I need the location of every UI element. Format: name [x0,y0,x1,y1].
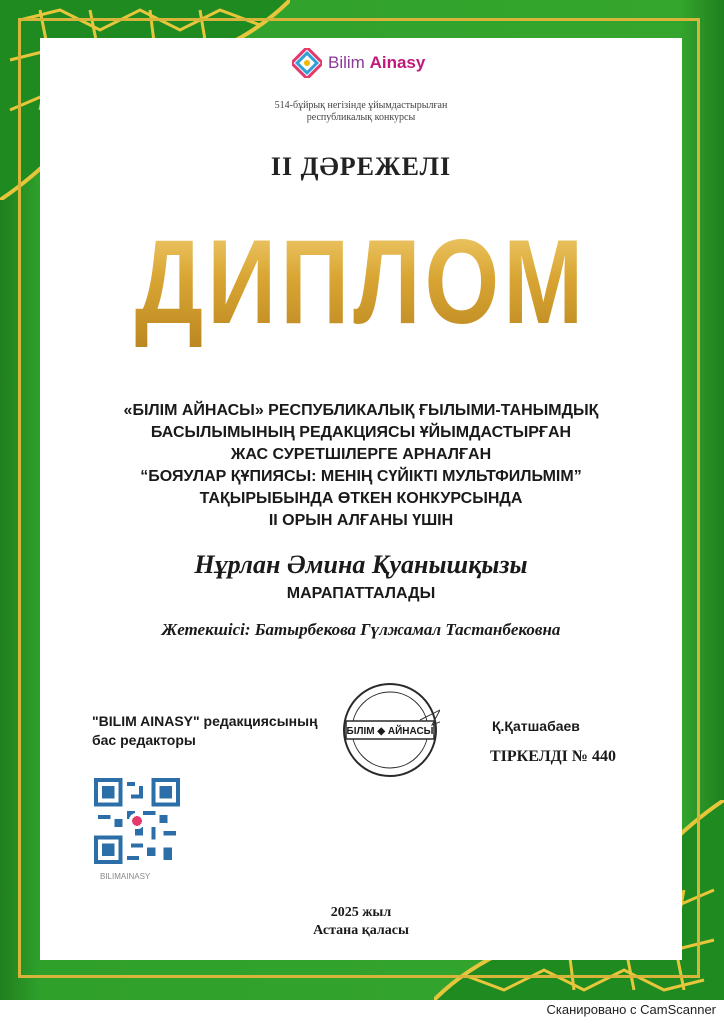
body-line2: БАСЫЛЫМЫНЫҢ РЕДАКЦИЯСЫ ҰЙЫМДАСТЫРҒАН [150,424,572,441]
recipient-name: Нұрлан Әмина Қуанышқызы [194,550,528,579]
body-line1: «БІЛІМ АЙНАСЫ» РЕСПУБЛИКАЛЫҚ ҒЫЛЫМИ-ТАНЫМДЫҚ [123,402,599,419]
brand-logo [292,48,425,78]
subtitle [40,100,682,124]
diplom-title: ДИПЛОМ [135,214,587,352]
qr-code[interactable] [94,778,180,864]
subtitle-line2: республикалық конкурсы [306,112,416,123]
registration-number: ТІРКЕЛДІ № 440 [490,748,616,765]
editor-name: Қ.Қатшабаев [492,718,580,734]
diplom-title-wrap [40,215,682,350]
diploma-body [40,400,682,532]
editor-line1: "BILIM AINASY" редакциясының [92,713,318,729]
qr-label: BILIMAINASY [100,872,151,881]
issue-date [40,904,682,940]
brand-name: Bilim Ainasy [328,53,426,72]
award-word: МАРАПАТТАЛАДЫ [286,585,436,602]
stamp-text: БІЛІМ ◆ АЙНАСЫ [346,726,434,737]
official-stamp [340,680,440,780]
issue-city: Астана қаласы [313,923,409,938]
body-line5: ТАҚЫРЫБЫНДА ӨТКЕН КОНКУРСЫНДА [199,490,523,507]
body-line3: ЖАС СУРЕТШІЛЕРГЕ АРНАЛҒАН [230,446,492,463]
colorful-square-logo-icon [292,48,322,78]
scan-watermark: Сканировано с CamScanner [546,1002,716,1017]
body-line6: II ОРЫН АЛҒАНЫ ҮШІН [268,512,454,529]
editor-title [92,712,318,750]
body-line4: “БОЯУЛАР ҚҰПИЯСЫ: МЕНІҢ СҮЙІКТІ МУЛЬТФИЛЬМІМ” [140,468,582,485]
mentor-line: Жетекшісі: Батырбекова Гүлжамал Тастанбековна [161,620,561,639]
editor-line2: бас редакторы [92,732,196,748]
issue-year: 2025 жыл [330,905,392,920]
degree-heading: II ДӘРЕЖЕЛІ [270,152,452,181]
subtitle-line1: 514-бұйрық негізінде ұйымдастырылған [274,100,448,111]
